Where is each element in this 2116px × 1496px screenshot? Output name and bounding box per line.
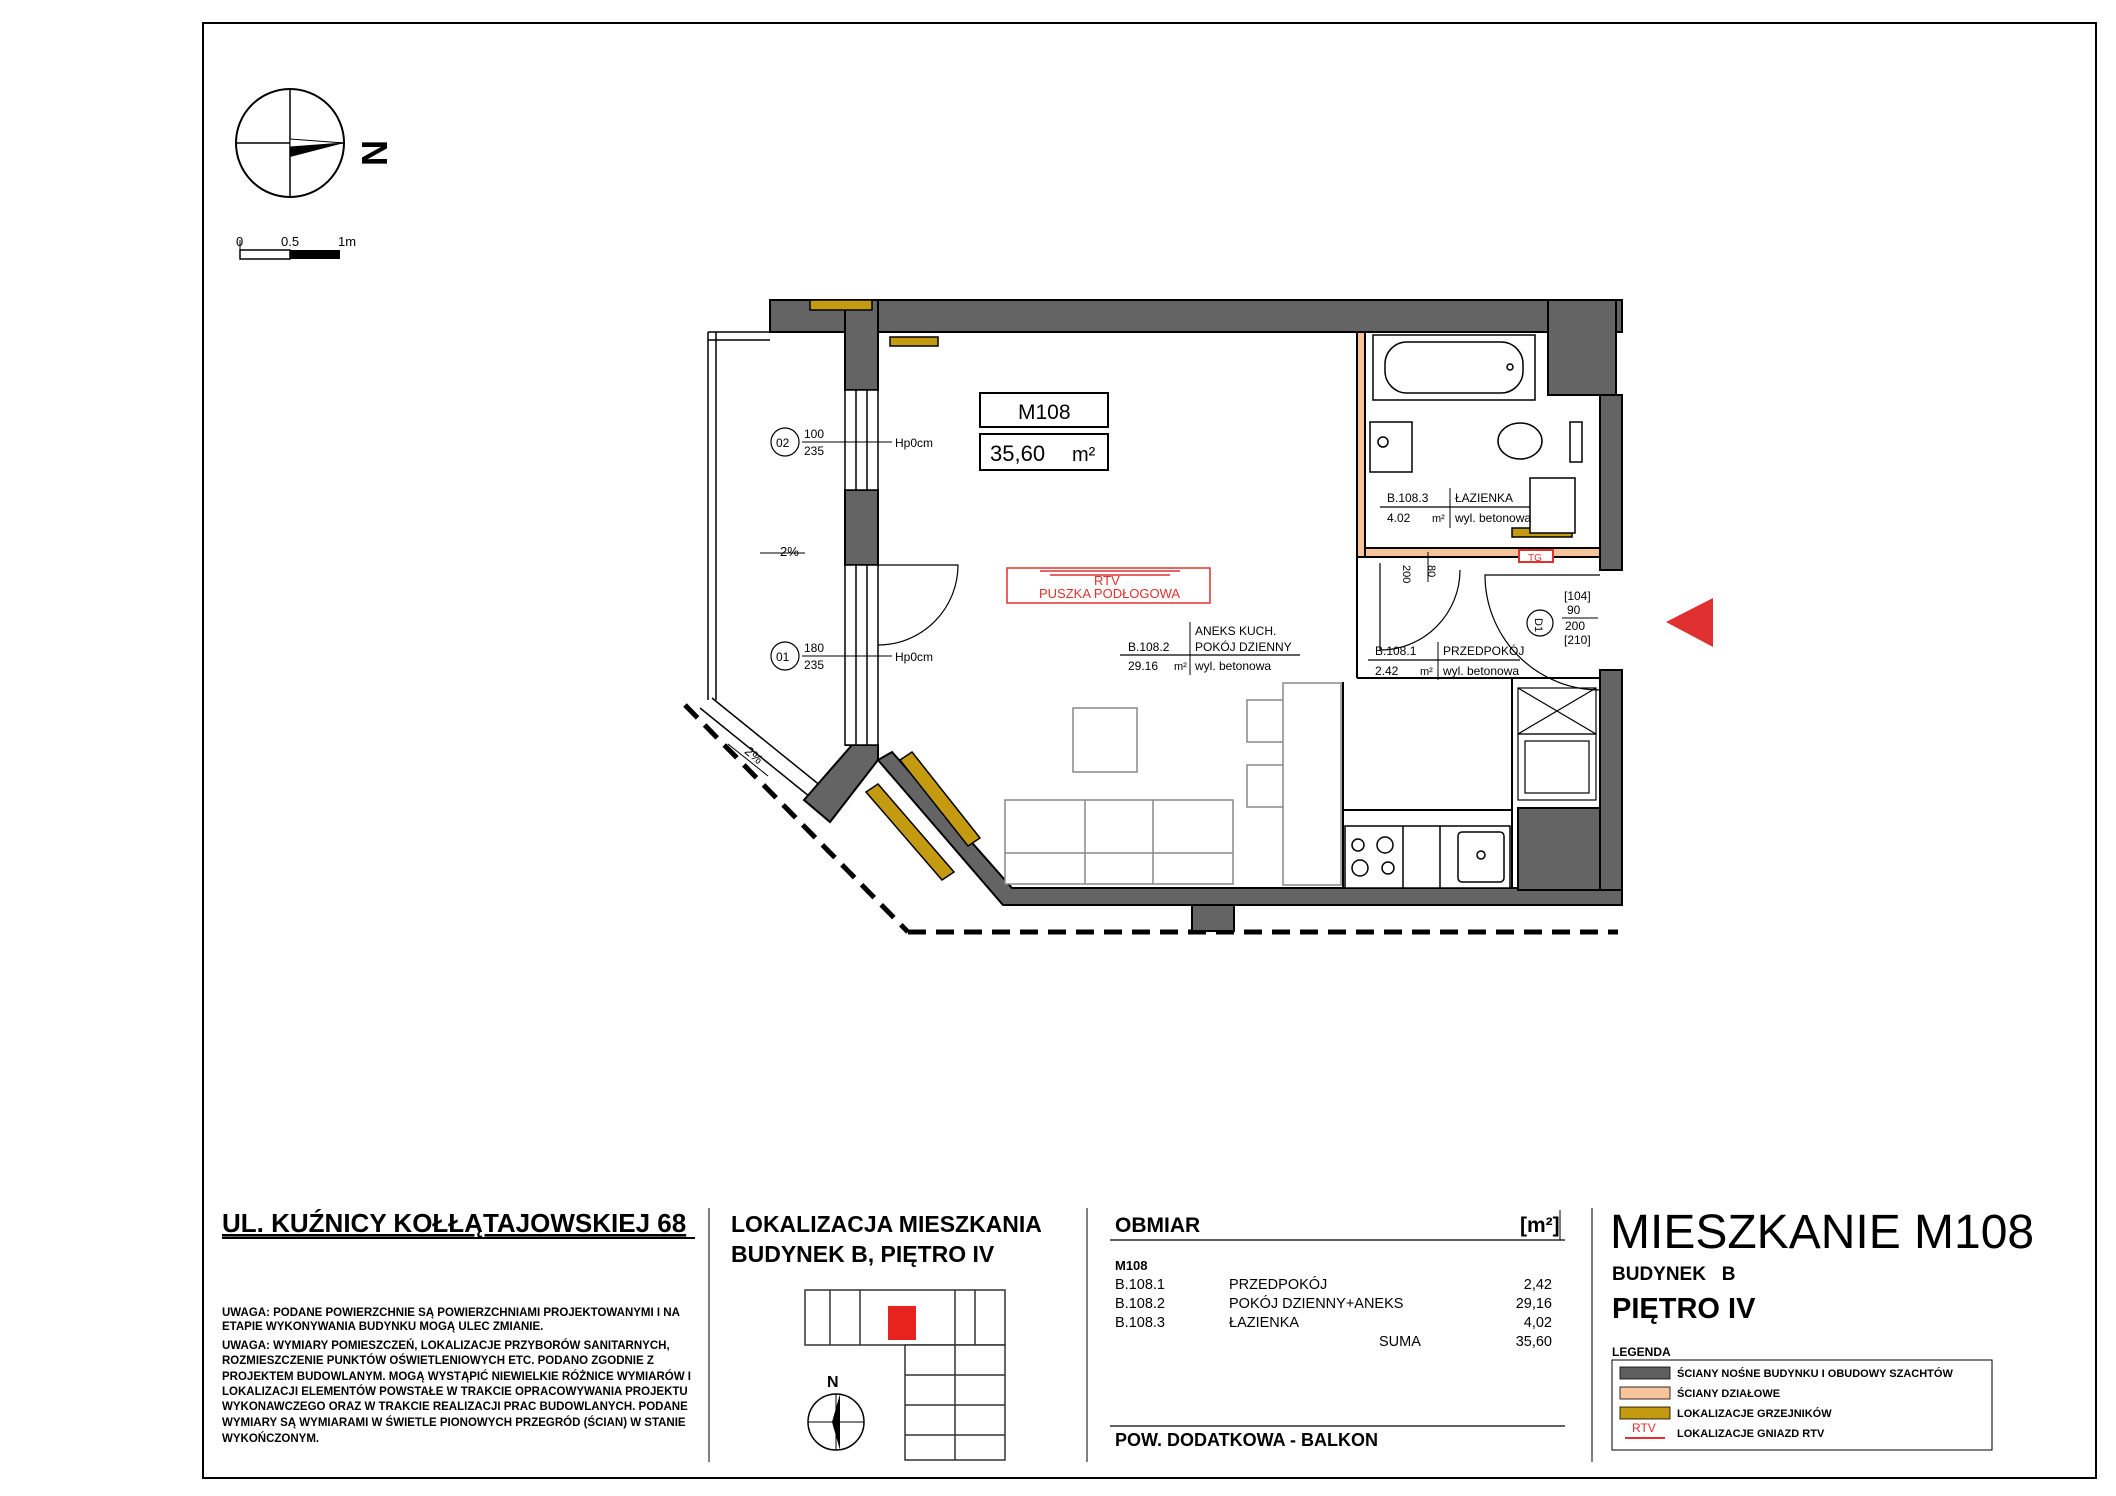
window-02-width: 100	[804, 427, 825, 441]
entry-door-dim4: [210]	[1564, 633, 1591, 647]
room-living-code: B.108.2	[1128, 640, 1170, 654]
unit-area: 35,60	[990, 441, 1046, 466]
entry-door-id: D1	[1532, 618, 1544, 633]
room-living-unit: m²	[1174, 661, 1187, 673]
room-hall-unit: m²	[1420, 666, 1433, 678]
entry-door-dim2: 90	[1567, 603, 1581, 617]
obmiar-rows	[1115, 1276, 1552, 1350]
window-01-id: 01	[776, 650, 790, 664]
room-hall-floor: wyl. betonowa	[1443, 664, 1520, 678]
tg-socket-label: TG	[1528, 553, 1542, 564]
obmiar-unit: [m²]	[1520, 1214, 1560, 1237]
obmiar-extra: POW. DODATKOWA - BALKON	[1115, 1430, 1378, 1450]
rtv-socket-label: PUSZKA PODŁOGOWA	[1039, 586, 1181, 601]
obmiar-title: OBMIAR	[1115, 1214, 1201, 1237]
apartment-title: MIESZKANIE M108	[1610, 1206, 2035, 1259]
room-hall-code: B.108.1	[1375, 644, 1417, 658]
kitchen-counter	[1345, 826, 1510, 888]
address-title: UL. KUŹNICY KOŁŁĄTAJOWSKIEJ 68	[222, 1208, 687, 1238]
location-compass-icon	[808, 1394, 864, 1450]
note-line: ETAPIE WYKONYWANIA BUDYNKU MOGĄ ULEC ZMIANIE.	[222, 1321, 544, 1333]
room-hall-area: 2.42	[1375, 664, 1399, 678]
obmiar-row-name: PRZEDPOKÓJ	[1229, 1277, 1328, 1293]
legend-label-radiator: LOKALIZACJE GRZEJNIKÓW	[1677, 1408, 1832, 1420]
obmiar-row-code: B.108.2	[1115, 1296, 1165, 1312]
building-label: BUDYNEK B	[1612, 1264, 1736, 1285]
obmiar-row-area: 2,42	[1523, 1277, 1552, 1293]
obmiar-row-area: 29,16	[1515, 1296, 1552, 1312]
entry-door-dim3: 200	[1565, 619, 1586, 633]
unit-name: M108	[1018, 401, 1071, 424]
rtv-socket-badge: RTV	[1094, 573, 1120, 588]
entry-door-dim1: [104]	[1564, 589, 1591, 603]
window-01-height: 235	[804, 658, 825, 672]
legend-rtv-badge: RTV	[1632, 1421, 1656, 1435]
living-furniture	[1005, 683, 1341, 885]
location-title-2: BUDYNEK B, PIĘTRO IV	[731, 1241, 995, 1267]
unit-area-unit: m²	[1072, 444, 1096, 466]
bath-door-width: 80	[1425, 565, 1437, 578]
room-bath-unit: m²	[1432, 513, 1445, 525]
slope-label-2: 2%	[741, 743, 766, 767]
scale-label-1m: 1m	[338, 234, 357, 249]
legend-label-load-bearing: ŚCIANY NOŚNE BUDYNKU I OBUDOWY SZACHTÓW	[1677, 1368, 1953, 1380]
room-living-floor: wyl. betonowa	[1195, 659, 1272, 673]
window-01-width: 180	[804, 641, 825, 655]
note-line: WYKONAWCZEGO ORAZ W TRAKCIE REALIZACJI PRAC BUDOWLANYCH. PODANE	[222, 1401, 688, 1413]
note-line: UWAGA: PODANE POWIERZCHNIE SĄ POWIERZCHNIAMI PROJEKTOWANYMI I NA	[222, 1307, 680, 1319]
obmiar-sum-label: SUMA	[1379, 1334, 1421, 1350]
room-hall-name: PRZEDPOKÓJ	[1443, 644, 1525, 658]
legend-label-rtv: LOKALIZACJE GNIAZD RTV	[1677, 1428, 1825, 1440]
legend-swatch-radiator	[1620, 1407, 1670, 1419]
note-line: ROZMIESZCZENIE PUNKTÓW OŚWIETLENIOWYCH ETC. PODANO ZGODNIE Z	[222, 1355, 654, 1367]
window-02-height: 235	[804, 444, 825, 458]
obmiar-row-name: ŁAZIENKA	[1229, 1315, 1300, 1331]
obmiar-row-code: B.108.1	[1115, 1277, 1165, 1293]
entrance-arrow-icon	[1666, 598, 1713, 647]
obmiar-row-area: 4,02	[1523, 1315, 1552, 1331]
north-label: N	[354, 140, 395, 166]
legend-title: LEGENDA	[1612, 1345, 1671, 1359]
obmiar-row-name: POKÓJ DZIENNY+ANEKS	[1229, 1296, 1404, 1312]
note-line: WYMIARY SĄ WYMIARAMI W ŚWIETLE PIONOWYCH PRZEGRÓD (ŚCIAN) W STANIE	[222, 1417, 686, 1429]
room-bath-floor: wyl. betonowa	[1455, 511, 1532, 525]
room-bath-area: 4.02	[1387, 511, 1411, 525]
bath-door-height: 200	[1400, 565, 1412, 584]
note-line: WYKOŃCZONYM.	[222, 1433, 320, 1445]
notes-block	[222, 1307, 691, 1445]
location-compass-label: N	[827, 1374, 839, 1391]
room-living-name1: ANEKS KUCH.	[1195, 624, 1277, 638]
note-line: PROJEKTEM BUDOWLANYM. MOGĄ WYSTĄPIĆ NIEWIELKIE RÓŻNICE WYMIARÓW I	[222, 1371, 691, 1383]
north-arrow-icon	[236, 89, 344, 197]
scale-label-05: 0.5	[281, 234, 300, 249]
note-line: UWAGA: WYMIARY POMIESZCZEŃ, LOKALIZACJE PRZYBORÓW SANITARNYCH,	[222, 1340, 670, 1352]
partition-walls	[1343, 332, 1600, 888]
balcony-door-swing	[878, 565, 958, 645]
sheet-border	[203, 23, 2096, 1478]
floor-label: PIĘTRO IV	[1612, 1293, 1756, 1325]
window-02-id: 02	[776, 436, 790, 450]
slope-label-1: 2%	[780, 544, 799, 559]
legend-swatch-load-bearing	[1620, 1367, 1670, 1379]
scale-label-0: 0	[236, 234, 244, 249]
window-01-note: Hp0cm	[895, 650, 934, 664]
window-02-note: Hp0cm	[895, 436, 934, 450]
room-bath-code: B.108.3	[1387, 491, 1429, 505]
legend-swatch-partition	[1620, 1387, 1670, 1399]
obmiar-row-code: B.108.3	[1115, 1315, 1165, 1331]
window-frames	[845, 390, 878, 745]
location-highlight	[888, 1306, 916, 1340]
obmiar-unit-label: M108	[1115, 1258, 1148, 1273]
note-line: LOKALIZACJI ELEMENTÓW POWSTAŁE W TRAKCIE OPRACOWYWANIA PROJEKTU	[222, 1386, 688, 1398]
location-title-1: LOKALIZACJA MIESZKANIA	[731, 1211, 1042, 1237]
bathroom-door-swing	[1380, 563, 1460, 650]
legend-label-partition: ŚCIANY DZIAŁOWE	[1677, 1388, 1781, 1400]
balcony-railing	[700, 332, 832, 805]
wardrobe-unit	[1518, 688, 1596, 800]
room-living-name2: POKÓJ DZIENNY	[1195, 640, 1292, 654]
room-bath-name: ŁAZIENKA	[1455, 491, 1514, 505]
room-living-area: 29.16	[1128, 659, 1159, 673]
obmiar-sum-value: 35,60	[1515, 1334, 1552, 1350]
